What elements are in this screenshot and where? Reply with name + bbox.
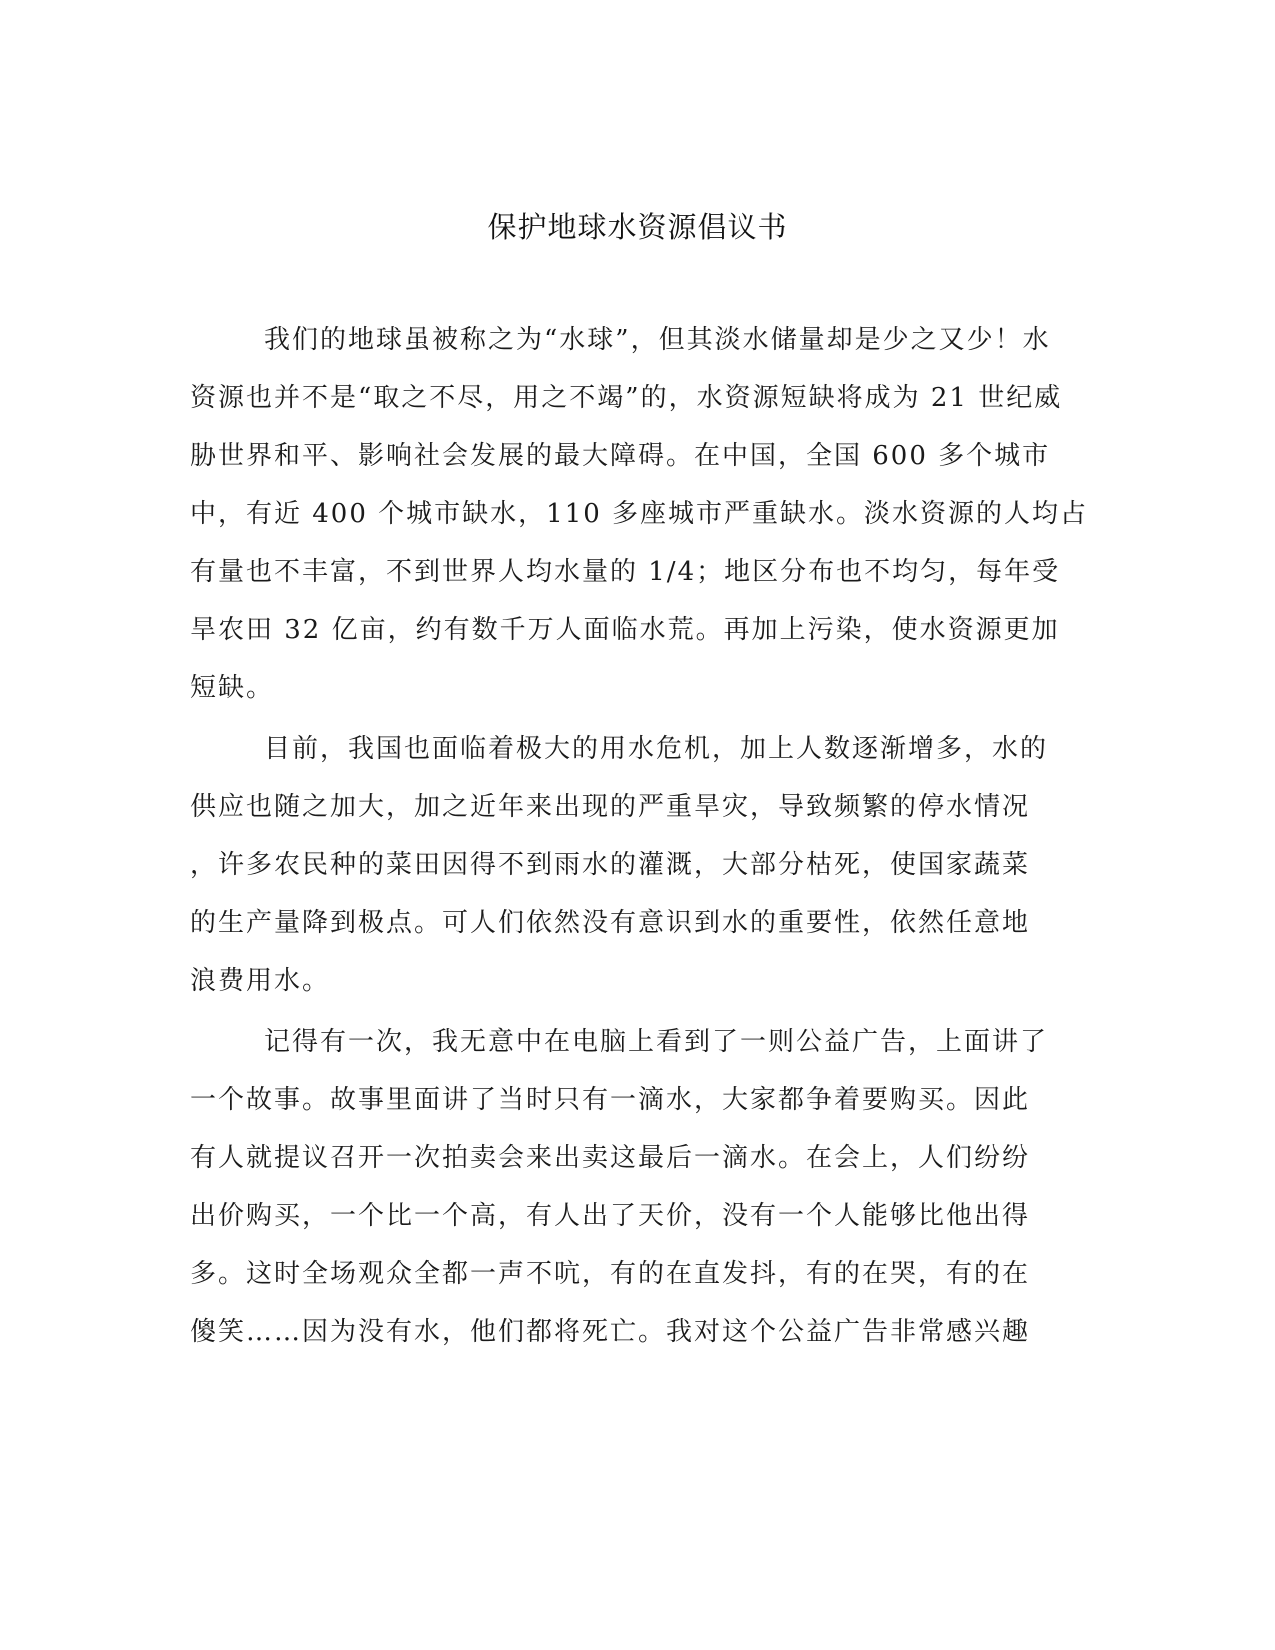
- paragraph-line: 有量也不丰富，不到世界人均水量的 1/4；地区分布也不均匀，每年受: [190, 557, 1061, 587]
- paragraph-line: 傻笑……因为没有水，他们都将死亡。我对这个公益广告非常感兴趣: [190, 1317, 1031, 1347]
- paragraph-line: 一个故事。故事里面讲了当时只有一滴水，大家都争着要购买。因此: [190, 1085, 1031, 1115]
- paragraph-line: 的生产量降到极点。可人们依然没有意识到水的重要性，依然任意地: [190, 908, 1031, 938]
- paragraph-line: 有人就提议召开一次拍卖会来出卖这最后一滴水。在会上，人们纷纷: [190, 1143, 1031, 1173]
- paragraph-line: 多。这时全场观众全都一声不吭，有的在直发抖，有的在哭，有的在: [190, 1259, 1031, 1289]
- paragraph-line: 资源也并不是“取之不尽，用之不竭”的，水资源短缺将成为 21 世纪威: [190, 383, 1063, 413]
- paragraph-line: 胁世界和平、影响社会发展的最大障碍。在中国，全国 600 多个城市: [190, 441, 1051, 471]
- paragraph-line: 出价购买，一个比一个高，有人出了天价，没有一个人能够比他出得: [190, 1201, 1031, 1231]
- paragraph-line: ，许多农民种的菜田因得不到雨水的灌溉，大部分枯死，使国家蔬菜: [190, 850, 1031, 880]
- paragraph-line: 短缺。: [190, 673, 275, 703]
- paragraph-line: 记得有一次，我无意中在电脑上看到了一则公益广告，上面讲了: [264, 1027, 1049, 1057]
- paragraph-line: 供应也随之加大，加之近年来出现的严重旱灾，导致频繁的停水情况: [190, 792, 1031, 822]
- paragraph-line: 我们的地球虽被称之为“水球”，但其淡水储量却是少之又少！水: [264, 325, 1051, 355]
- document-title: 保护地球水资源倡议书: [487, 210, 788, 244]
- paragraph-line: 目前，我国也面临着极大的用水危机，加上人数逐渐增多，水的: [264, 734, 1049, 764]
- paragraph-line: 中，有近 400 个城市缺水，110 多座城市严重缺水。淡水资源的人均占: [190, 499, 1089, 529]
- paragraph-line: 浪费用水。: [190, 966, 331, 996]
- paragraph-line: 旱农田 32 亿亩，约有数千万人面临水荒。再加上污染，使水资源更加: [190, 615, 1060, 645]
